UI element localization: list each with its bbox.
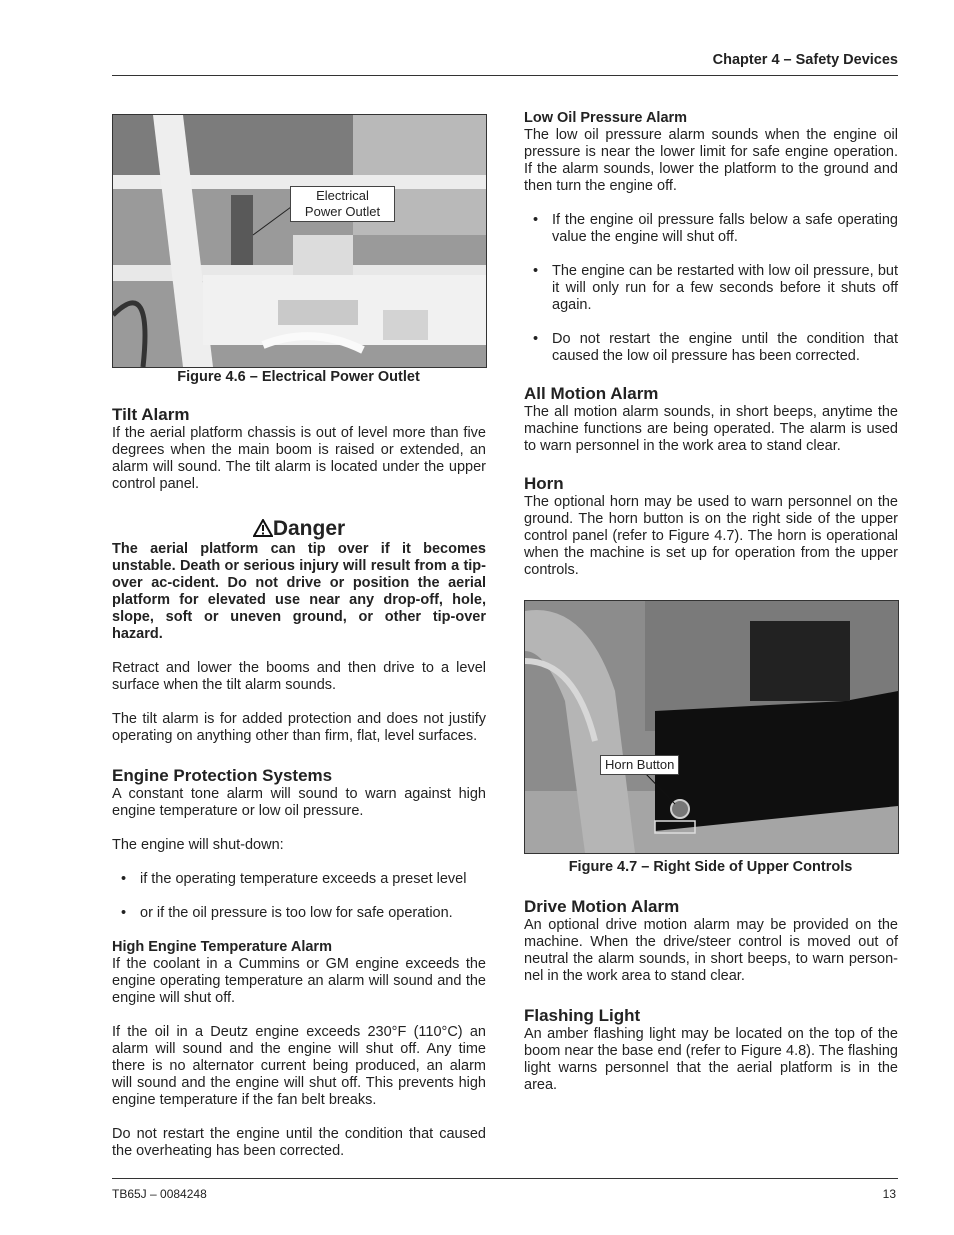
figure-4-6-caption: Figure 4.6 – Electrical Power Outlet — [177, 369, 420, 385]
bullet-dot: • — [121, 871, 127, 887]
figure-4-7-photo — [524, 600, 899, 854]
chapter-header: Chapter 4 – Safety Devices — [712, 52, 898, 68]
header-rule — [112, 75, 898, 76]
horn-text: The optional horn may be used to warn personnel on the ground. The horn button is on the right side of the upper control panel (refer to Figure 4.7). The horn is operational when the machine is set up for operation from the upper controls. — [524, 494, 898, 578]
electrical-outlet-photo-illustration — [113, 115, 486, 367]
bullet-dot: • — [533, 212, 539, 228]
danger-title — [112, 517, 486, 541]
page-number: 13 — [882, 1187, 896, 1201]
retract-text: Retract and lower the booms and then drive to a level surface when the tilt alarm sounds. — [112, 660, 486, 693]
shutdown-bullet — [112, 871, 486, 888]
shutdown-intro: The engine will shut-down: — [112, 837, 284, 853]
bullet-dot: • — [121, 905, 127, 921]
all-motion-heading: All Motion Alarm — [524, 384, 659, 403]
right-column-text — [524, 110, 898, 579]
upper-controls-photo-illustration — [525, 601, 898, 853]
bullet-dot: • — [533, 263, 539, 279]
drive-motion-text: An optional drive motion alarm may be provided on the machine. When the drive/steer control is moved out of neutral the alarm sounds, in short beeps, to warn person-nel in the work area to stand clear. — [524, 917, 898, 984]
shutdown-bullet — [112, 905, 486, 922]
low-oil-bullet — [524, 331, 898, 365]
low-oil-bullet — [524, 212, 898, 246]
electrical-outlet-callout — [290, 186, 395, 222]
tilt-alarm-text: If the aerial platform chassis is out of level more than five degrees when the main boom is raised or extended, an alarm will sound. The tilt alarm is located under the upper control panel. — [112, 425, 486, 492]
bullet-dot: • — [533, 331, 539, 347]
drive-motion-heading: Drive Motion Alarm — [524, 897, 680, 916]
added-protection-text: The tilt alarm is for added protection and does not justify operating on anything other than firm, flat, level surfaces. — [112, 711, 486, 744]
electrical-outlet-callout-text: Electrical Power Outlet — [304, 188, 381, 219]
high-temp-heading: High Engine Temperature Alarm — [112, 939, 332, 955]
all-motion-text: The all motion alarm sounds, in short beeps, anytime the machine functions are being operated. The alarm is used to warn personnel in the work area to stand clear. — [524, 404, 898, 454]
right-column-lower-text — [524, 897, 898, 1094]
low-oil-bullet — [524, 263, 898, 314]
horn-button-callout: Horn Button — [600, 755, 679, 775]
danger-title-text: Danger — [272, 517, 346, 540]
low-oil-heading: Low Oil Pressure Alarm — [524, 110, 688, 126]
flashing-light-text: An amber flashing light may be located on the top of the boom near the base end (refer to Figure 4.8). The flashing light warns personnel that the aerial platform is in the area. — [524, 1026, 898, 1093]
footer-doc-id: TB65J – 0084248 — [112, 1187, 207, 1201]
low-oil-bullet-text: Do not restart the engine until the condition that caused the low oil pressure has been corrected. — [552, 331, 898, 364]
high-temp-p2: If the oil in a Deutz engine exceeds 230°F (110°C) an alarm will sound and the engine will shut off. Any time there is no alternator current being produced, an alarm will sound and the engine will shut off. This prevents high engine temperature if the fan belt breaks. — [112, 1024, 486, 1108]
engine-protection-heading: Engine Protection Systems — [112, 766, 333, 785]
shutdown-bullet-text: or if the oil pressure is too low for safe operation. — [140, 905, 453, 921]
warning-triangle-icon — [253, 519, 273, 537]
engine-protection-text: A constant tone alarm will sound to warn against high engine temperature or low oil pressure. — [112, 786, 486, 819]
horn-heading: Horn — [524, 474, 564, 493]
shutdown-bullet-text: if the operating temperature exceeds a preset level — [140, 871, 467, 887]
figure-4-6-photo — [112, 114, 487, 368]
high-temp-p1: If the coolant in a Cummins or GM engine exceeds the engine operating temperature an alarm will sound and the engine will shut off. — [112, 956, 486, 1006]
danger-text: The aerial platform can tip over if it becomes unstable. Death or serious injury will result from a tip-over ac-cident. Do not drive or position the aerial platform for elevated use near any drop-off, hole, slope, soft or uneven ground, or other tip-over hazard. — [112, 541, 486, 642]
low-oil-bullet-text: If the engine oil pressure falls below a safe operating value the engine will shut off. — [552, 212, 898, 245]
left-column-text — [112, 405, 486, 1160]
low-oil-bullet-text: The engine can be restarted with low oil pressure, but it will only run for a few seconds before it shuts off again. — [552, 263, 898, 313]
footer-rule — [112, 1178, 898, 1179]
figure-4-7-caption: Figure 4.7 – Right Side of Upper Controls — [568, 859, 853, 875]
tilt-alarm-heading: Tilt Alarm — [112, 405, 190, 424]
high-temp-p3: Do not restart the engine until the condition that caused the overheating has been corrected. — [112, 1126, 486, 1159]
flashing-light-heading: Flashing Light — [524, 1006, 641, 1025]
low-oil-text: The low oil pressure alarm sounds when the engine oil pressure is near the lower limit for safe engine operation. If the alarm sounds, lower the platform to the ground and then turn the engine off. — [524, 127, 898, 194]
